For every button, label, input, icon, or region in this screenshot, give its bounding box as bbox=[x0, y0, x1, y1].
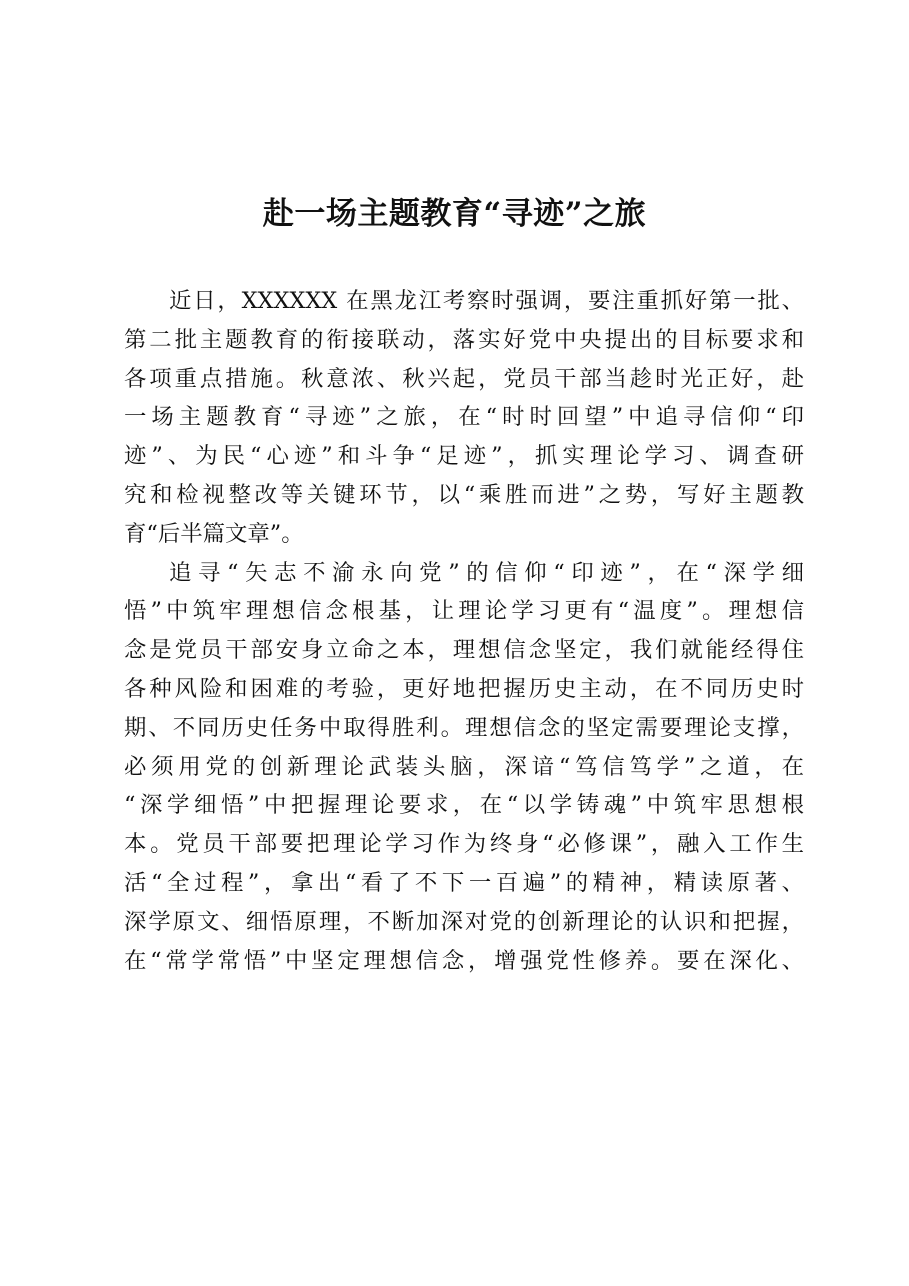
text-line: 必须用党的创新理论武装头脑，深谙“笃信笃学”之道，在 bbox=[124, 753, 804, 780]
text-line: 期、不同历史任务中取得胜利。理想信念的坚定需要理论支撑， bbox=[124, 714, 804, 741]
text-line: 各种风险和困难的考验，更好地把握历史主动，在不同历史时 bbox=[124, 675, 804, 702]
text-line: 悟”中筑牢理想信念根基，让理论学习更有“温度”。理想信 bbox=[124, 598, 804, 625]
text-line: 深学原文、细悟原理，不断加深对党的创新理论的认识和把握， bbox=[124, 908, 804, 935]
document-title: 赴一场主题教育“寻迹”之旅 bbox=[262, 196, 647, 232]
text-line: 各项重点措施。秋意浓、秋兴起，党员干部当趁时光正好，赴 bbox=[124, 365, 804, 392]
text-line: 本。党员干部要把理论学习作为终身“必修课”，融入工作生 bbox=[124, 831, 804, 858]
text-line: 育“后半篇文章”。 bbox=[124, 520, 304, 547]
text-line: 一场主题教育“寻迹”之旅，在“时时回望”中追寻信仰“印 bbox=[124, 404, 804, 431]
text-line: 追寻“矢志不渝永向党”的信仰“印迹”，在“深学细 bbox=[169, 559, 804, 586]
text-line: 念是党员干部安身立命之本，理想信念坚定，我们就能经得住 bbox=[124, 637, 804, 664]
text-line: 究和检视整改等关键环节，以“乘胜而进”之势，写好主题教 bbox=[124, 481, 804, 508]
text-line: 在“常学常悟”中坚定理想信念，增强党性修养。要在深化、 bbox=[124, 947, 804, 974]
paragraph bbox=[124, 554, 804, 981]
text-line: 活“全过程”，拿出“看了不下一百遍”的精神，精读原著、 bbox=[124, 869, 804, 896]
text-line: “深学细悟”中把握理论要求，在“以学铸魂”中筑牢思想根 bbox=[124, 792, 804, 819]
document-body bbox=[124, 282, 804, 980]
text-line: 第二批主题教育的衔接联动，落实好党中央提出的目标要求和 bbox=[124, 326, 804, 353]
text-line: 近日，XXXXXX 在黑龙江考察时强调，要注重抓好第一批、 bbox=[169, 288, 804, 314]
paragraph bbox=[124, 282, 804, 554]
text-line: 迹”、为民“心迹”和斗争“足迹”，抓实理论学习、调查研 bbox=[124, 443, 804, 470]
